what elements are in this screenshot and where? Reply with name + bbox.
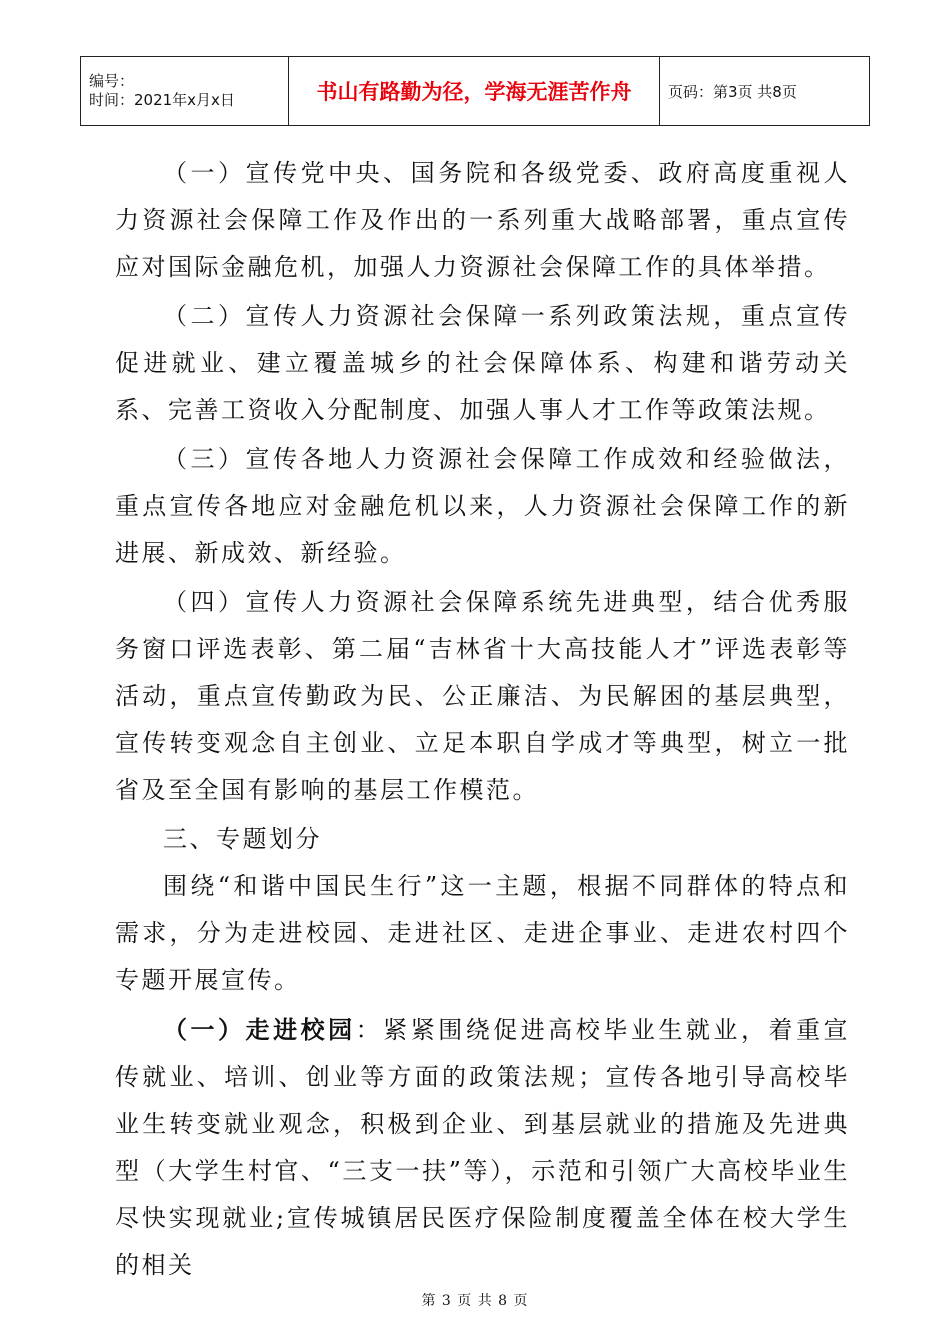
paragraph-item-3: （三）宣传各地人力资源社会保障工作成效和经验做法，重点宣传各地应对金融危机以来，人力资源社会保障工作的新进展、新成效、新经验。: [115, 445, 850, 567]
header-motto: 书山有路勤为径，学海无涯苦作舟: [289, 57, 660, 126]
document-body: [115, 150, 850, 1291]
header-table: [80, 56, 870, 126]
document-number-label: 编号：: [89, 72, 135, 90]
page-footer: 第 3 页 共 8 页: [421, 1293, 529, 1309]
document-time-label: 时间：2021年x月x日: [89, 91, 235, 109]
campus-body-text: ：紧紧围绕促进高校毕业生就业，着重宣传就业、培训、创业等方面的政策法规；宣传各地引导高校毕业生转变就业观念，积极到企业、到基层就业的措施及先进典型（大学生村官、“三支一扶”等），示范和引领广大高校毕业生尽快实现就业;宣传城镇居民医疗保险制度覆盖全体在校大学生的相关: [115, 1016, 851, 1279]
header-meta-cell: [81, 57, 289, 126]
header-page-info: 页码：第3页 共8页: [660, 57, 870, 126]
campus-paragraph: [115, 1006, 850, 1289]
paragraph-item-1: （一）宣传党中央、国务院和各级党委、政府高度重视人力资源社会保障工作及作出的一系列重大战略部署，重点宣传应对国际金融危机，加强人力资源社会保障工作的具体举措。: [115, 159, 850, 281]
paragraph-item-2: （二）宣传人力资源社会保障一系列政策法规，重点宣传促进就业、建立覆盖城乡的社会保障体系、构建和谐劳动关系、完善工资收入分配制度、加强人事人才工作等政策法规。: [115, 302, 850, 424]
section-heading: 三、专题划分: [163, 825, 322, 853]
campus-lead-text: （一）走进校园: [163, 1015, 356, 1044]
paragraph-item-4: （四）宣传人力资源社会保障系统先进典型，结合优秀服务窗口评选表彰、第二届“吉林省十大高技能人才”评选表彰等活动，重点宣传勤政为民、公正廉洁、为民解困的基层典型，宣传转变观念自主创业、立足本职自学成才等典型，树立一批省及至全国有影响的基层工作模范。: [115, 588, 850, 804]
section-intro-paragraph: 围绕“和谐中国民生行”这一主题，根据不同群体的特点和需求，分为走进校园、走进社区、走进企事业、走进农村四个专题开展宣传。: [115, 872, 850, 994]
